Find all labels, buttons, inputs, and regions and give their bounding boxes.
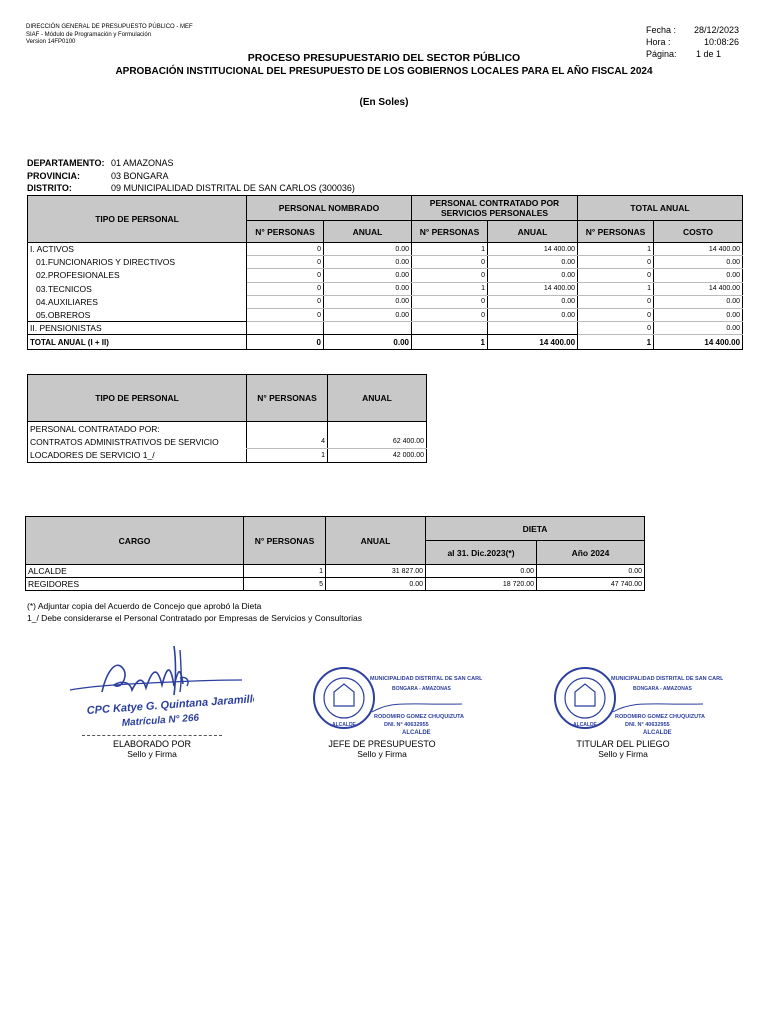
table-row — [26, 565, 645, 578]
cell: 14 400.00 — [654, 282, 743, 295]
personal-table — [27, 195, 743, 350]
seal-place-text: BONGARA - AMAZONAS — [633, 686, 692, 692]
cell: 0.00 — [654, 256, 743, 269]
group-row — [28, 422, 427, 436]
cell: 0.00 — [488, 308, 578, 321]
dist-label: DISTRITO: — [27, 183, 72, 193]
group-label: PERSONAL CONTRATADO POR: — [28, 422, 247, 436]
seal-dni-text: DNI. N° 40632955 — [384, 722, 429, 728]
cell: 47 740.00 — [537, 578, 645, 591]
cell: 31 827.00 — [326, 565, 426, 578]
cell: 0 — [412, 295, 488, 308]
signature-title-3: TITULAR DEL PLIEGO — [576, 739, 670, 749]
col-npersonas: N° PERSONAS — [247, 375, 328, 422]
seal-titular-pliego — [553, 660, 723, 736]
cell: 0.00 — [488, 269, 578, 282]
col-npersonas-2: N° PERSONAS — [412, 221, 488, 243]
table-row — [28, 256, 743, 269]
cell: 0 — [247, 269, 324, 282]
cell: 0 — [247, 256, 324, 269]
row-label: I. ACTIVOS — [28, 243, 247, 256]
col-dic-2023: al 31. Dic.2023(*) — [426, 541, 537, 565]
table-row — [28, 449, 427, 463]
col-anual: ANUAL — [328, 375, 427, 422]
cell: 4 — [247, 435, 328, 449]
cell: 0.00 — [488, 295, 578, 308]
cell: 14 400.00 — [488, 243, 578, 256]
cell: 0 — [578, 322, 654, 335]
cell: 14 400.00 — [488, 335, 578, 350]
table-row — [28, 282, 743, 295]
col-dieta: DIETA — [426, 517, 645, 541]
cell: 1 — [412, 282, 488, 295]
cell: 18 720.00 — [426, 578, 537, 591]
title-1: PROCESO PRESUPUESTARIO DEL SECTOR PÚBLICO — [247, 52, 521, 64]
seal-place-text: BONGARA - AMAZONAS — [392, 686, 451, 692]
signature-sub-1: Sello y Firma — [127, 749, 177, 759]
cell: 0.00 — [324, 269, 412, 282]
hora-label: Hora : — [646, 37, 671, 47]
cell: 0 — [247, 335, 324, 350]
seal-role-text-2: ALCALDE — [643, 730, 672, 736]
org-line-1: DIRECCIÓN GENERAL DE PRESUPUESTO PÚBLICO - MEF — [26, 24, 193, 30]
signature-line-1 — [82, 735, 222, 736]
cell: 0.00 — [324, 308, 412, 321]
cargo-table — [25, 516, 645, 591]
col-ano-2024: Año 2024 — [537, 541, 645, 565]
cell: 0.00 — [654, 308, 743, 321]
table-row — [28, 322, 743, 335]
handwritten-signature — [62, 640, 254, 735]
row-label: 01.FUNCIONARIOS Y DIRECTIVOS — [28, 256, 247, 269]
fecha-value: 28/12/2023 — [693, 25, 739, 35]
col-tipo-personal: TIPO DE PERSONAL — [28, 375, 247, 422]
fecha-label: Fecha : — [646, 25, 677, 35]
seal-dni-text: DNI. N° 40632955 — [625, 722, 670, 728]
footnote-2: 1_/ Debe considerarse el Personal Contratado por Empresas de Servicios y Consultorias — [27, 613, 362, 623]
table-row — [28, 295, 743, 308]
table-row — [28, 308, 743, 321]
cell: 0 — [247, 295, 324, 308]
signature-sub-2: Sello y Firma — [357, 749, 407, 759]
col-anual: ANUAL — [326, 517, 426, 565]
row-label: ALCALDE — [26, 565, 244, 578]
col-personal-contratado: PERSONAL CONTRATADO POR SERVICIOS PERSONALES — [412, 196, 578, 221]
row-label: LOCADORES DE SERVICIO 1_/ — [28, 449, 247, 463]
cell: 1 — [578, 335, 654, 350]
col-costo: COSTO — [654, 221, 743, 243]
seal-role-text: ALCALDE — [573, 722, 597, 728]
cell: 0.00 — [654, 322, 743, 335]
col-anual-1: ANUAL — [324, 221, 412, 243]
cell: 0 — [578, 295, 654, 308]
total-row — [28, 335, 743, 350]
cell: 5 — [244, 578, 326, 591]
pagina-label: Página: — [646, 49, 677, 59]
cell: 1 — [578, 243, 654, 256]
hora-value: 10:08:26 — [703, 37, 739, 47]
prov-value: 03 BONGARA — [111, 170, 169, 181]
seal-icon — [553, 660, 723, 736]
seal-role-text: ALCALDE — [332, 722, 356, 728]
stamp-name-text: CPC Katye G. Quintana Jaramillo — [86, 692, 254, 717]
cell: 0.00 — [324, 295, 412, 308]
cell: 0.00 — [326, 578, 426, 591]
cell: 1 — [578, 282, 654, 295]
cell: 0 — [412, 308, 488, 321]
pagina-value: 1 de 1 — [695, 49, 721, 59]
signature-title-2: JEFE DE PRESUPUESTO — [328, 739, 436, 749]
cell: 1 — [412, 243, 488, 256]
seal-name-text: RODOMIRO GOMEZ CHUQUIZUTA — [615, 714, 706, 720]
footnotes — [27, 600, 362, 624]
row-label: 03.TECNICOS — [28, 282, 247, 295]
row-label: 02.PROFESIONALES — [28, 269, 247, 282]
dep-label: DEPARTAMENTO: — [27, 158, 105, 168]
seal-role-text-2: ALCALDE — [402, 730, 431, 736]
cell: 14 400.00 — [654, 335, 743, 350]
col-npersonas-1: N° PERSONAS — [247, 221, 324, 243]
seal-muni-text: MUNICIPALIDAD DISTRITAL DE SAN CARLOS — [611, 676, 723, 682]
col-npersonas-3: N° PERSONAS — [578, 221, 654, 243]
col-total-anual: TOTAL ANUAL — [578, 196, 743, 221]
cell: 0.00 — [324, 282, 412, 295]
col-tipo-personal: TIPO DE PERSONAL — [28, 196, 247, 243]
cell: 0.00 — [324, 256, 412, 269]
cell: 0 — [578, 269, 654, 282]
cell: 0.00 — [654, 269, 743, 282]
cell: 0.00 — [488, 256, 578, 269]
cell: 0 — [247, 243, 324, 256]
cell: 42 000.00 — [328, 449, 427, 463]
col-npersonas: N° PERSONAS — [244, 517, 326, 565]
cell: 0.00 — [324, 243, 412, 256]
table-row — [26, 578, 645, 591]
dep-value: 01 AMAZONAS — [111, 158, 174, 168]
cell: 1 — [247, 449, 328, 463]
org-line-2: SIAF - Módulo de Programación y Formulación — [26, 31, 152, 38]
cell: 0 — [578, 308, 654, 321]
org-line-3: Version 14FP0100 — [26, 39, 76, 45]
cell: 0 — [247, 282, 324, 295]
col-cargo: CARGO — [26, 517, 244, 565]
row-label: II. PENSIONISTAS — [28, 322, 247, 335]
cell: 0 — [247, 308, 324, 321]
footnote-1: (*) Adjuntar copia del Acuerdo de Concejo que aprobó la Dieta — [27, 601, 262, 611]
cell: 0.00 — [537, 565, 645, 578]
cell: 0.00 — [654, 295, 743, 308]
prov-label: PROVINCIA: — [27, 170, 81, 181]
cell: 1 — [412, 335, 488, 350]
cell: 0 — [412, 269, 488, 282]
contratado-table — [27, 374, 427, 463]
seal-jefe-presupuesto — [312, 660, 482, 736]
cell: 0.00 — [426, 565, 537, 578]
dist-value: 09 MUNICIPALIDAD DISTRITAL DE SAN CARLOS (300036) — [111, 183, 355, 193]
row-label: CONTRATOS ADMINISTRATIVOS DE SERVICIO — [28, 435, 247, 449]
row-label: 05.OBREROS — [28, 308, 247, 321]
table-row — [28, 435, 427, 449]
cell: 62 400.00 — [328, 435, 427, 449]
org-header — [26, 24, 193, 47]
cell: 14 400.00 — [654, 243, 743, 256]
row-label: 04.AUXILIARES — [28, 295, 247, 308]
row-label: TOTAL ANUAL (I + II) — [28, 335, 247, 350]
currency-note: (En Soles) — [359, 97, 409, 108]
seal-icon — [312, 660, 482, 736]
row-label: REGIDORES — [26, 578, 244, 591]
cell: 14 400.00 — [488, 282, 578, 295]
signature-elaborado — [62, 640, 254, 735]
cell: 0.00 — [324, 335, 412, 350]
cell: 0 — [578, 256, 654, 269]
table-row — [28, 269, 743, 282]
location-block — [27, 157, 355, 195]
table-row — [28, 243, 743, 256]
seal-muni-text: MUNICIPALIDAD DISTRITAL DE SAN CARLOS — [370, 676, 482, 682]
stamp-matricula-text: Matrícula N° 266 — [121, 712, 200, 729]
signature-sub-3: Sello y Firma — [598, 749, 648, 759]
cell: 1 — [244, 565, 326, 578]
signature-title-1: ELABORADO POR — [112, 739, 192, 749]
seal-name-text: RODOMIRO GOMEZ CHUQUIZUTA — [374, 714, 465, 720]
col-personal-nombrado: PERSONAL NOMBRADO — [247, 196, 412, 221]
col-anual-2: ANUAL — [488, 221, 578, 243]
cell: 0 — [412, 256, 488, 269]
title-2: APROBACIÓN INSTITUCIONAL DEL PRESUPUESTO DE LOS GOBIERNOS LOCALES PARA EL AÑO FISCAL 2024 — [115, 66, 653, 77]
